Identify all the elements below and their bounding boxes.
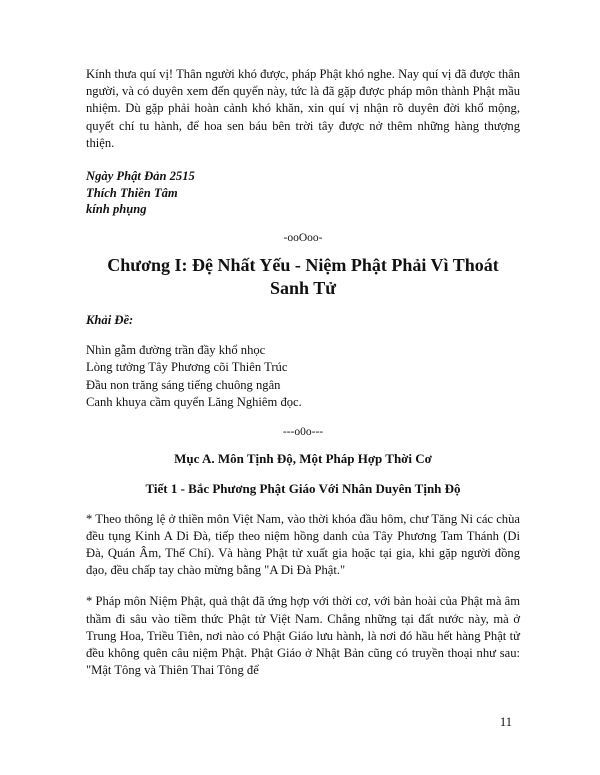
paragraph: * Theo thông lệ ở thiền môn Việt Nam, vào thời khóa đầu hôm, chư Tăng Ni các chùa đều tụng Kinh A Di Đà, tiếp theo niệm hồng danh của Tây Phương Tam Thánh (Di Đà, Quán Âm, Thế Chí). Và hàng Phật tử xuất gia hoặc tại gia, khi gặp người đồng đạo, đều chấp tay chào mừng bằng "A Di Đà Phật." [86, 511, 520, 578]
subsection-title: Tiết 1 - Bắc Phương Phật Giáo Với Nhân Duyên Tịnh Độ [145, 480, 461, 496]
signature-block [86, 168, 520, 218]
chapter-title [86, 254, 520, 300]
signature-closing: kính phụng [86, 202, 147, 217]
poem-line: Canh khuya cầm quyển Lăng Nghiêm đọc. [86, 395, 302, 410]
chapter-title-line1: Chương I: Đệ Nhất Yếu - Niệm Phật Phải Vì Thoát [107, 254, 499, 275]
poem [86, 342, 520, 412]
section-title: Mục A. Môn Tịnh Độ, Một Pháp Hợp Thời Cơ [174, 450, 432, 466]
chapter-title-line2: Sanh Tử [269, 277, 336, 298]
paragraph: * Pháp môn Niệm Phật, quả thật đã ứng hợp với thời cơ, với bản hoài của Phật mà âm thầm đi sâu vào tiềm thức Phật tử Việt Nam. Chẳng những tại đất nước này, mà ở Trung Hoa, Triều Tiên, nơi nào có Phật Giáo lưu hành, là nơi đó hầu hết hàng Phật tử đều không quên câu niệm Phật. Phật Giáo ở Nhật Bản cũng có truyền thoại như sau: "Mật Tông và Thiên Thai Tông để [86, 594, 520, 678]
signature-date: Ngày Phật Đản 2515 [86, 169, 195, 184]
separator: ---o0o--- [282, 425, 324, 438]
page-content [86, 66, 520, 679]
page-number: 11 [499, 715, 512, 729]
signature-author: Thích Thiền Tâm [86, 185, 178, 200]
poem-line: Nhìn gẫm đường trần đầy khổ nhọc [86, 342, 266, 357]
separator: -ooOoo- [283, 231, 323, 244]
poem-line: Đầu non trăng sáng tiếng chuông ngân [86, 377, 281, 392]
poem-line: Lòng tưởng Tây Phương cõi Thiên Trúc [86, 360, 288, 375]
khai-de-heading: Khải Đề: [86, 312, 134, 327]
intro-paragraph: Kính thưa quí vị! Thân người khó được, pháp Phật khó nghe. Nay quí vị đã được thân người, và có duyên xem đến quyển này, tức là đã gặp được pháp môn thành Phật mầu nhiệm. Dù gặp phải hoàn cảnh khó khăn, xin quí vị nhận rõ duyên đời khổ mộng, quyết chí tu hành, để hoa sen báu bên trời tây được nở thêm những hàng thượng thiện. [86, 67, 520, 150]
